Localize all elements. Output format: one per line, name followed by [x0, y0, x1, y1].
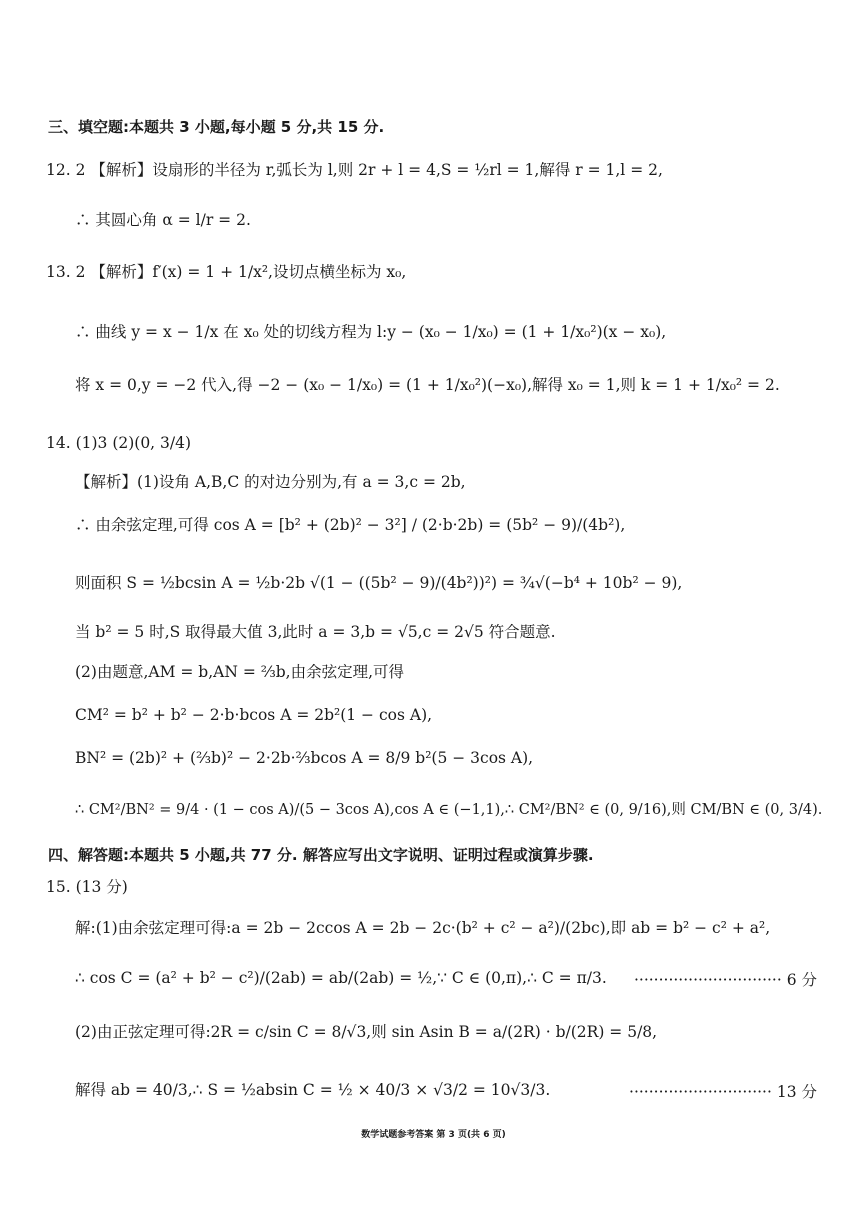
q14-line5: (2)由题意,AM = b,AN = ⅔b,由余弦定理,可得 — [75, 663, 405, 681]
q15-title: 15. (13 分) — [46, 878, 128, 896]
page-footer: 数学试题参考答案 第 3 页(共 6 页) — [361, 1130, 506, 1140]
q15-line4: 解得 ab = 40/3,∴ S = ½absin C = ½ × 40/3 × √3/2 = 10√3/3. — [75, 1081, 551, 1099]
q13-line2: ∴ 曲线 y = x − 1/x 在 x₀ 处的切线方程为 l:y − (x₀ − 1/x₀) = (1 + 1/x₀²)(x − x₀), — [75, 323, 667, 341]
section4-header: 四、解答题:本题共 5 小题,共 77 分. 解答应写出文字说明、证明过程或演算步骤. — [48, 846, 594, 864]
q12-line2: ∴ 其圆心角 α = l/r = 2. — [75, 211, 251, 229]
q14-answer: 14. (1)3 (2)(0, 3/4) — [46, 434, 192, 452]
section3-header: 三、填空题:本题共 3 小题,每小题 5 分,共 15 分. — [48, 118, 385, 136]
q14-line2: ∴ 由余弦定理,可得 cos A = [b² + (2b)² − 3²] / (2·b·2b) = (5b² − 9)/(4b²), — [75, 516, 626, 534]
q15-score-2: ····························· 13 分 — [629, 1083, 817, 1101]
q15-line3: (2)由正弦定理可得:2R = c/sin C = 8/√3,则 sin Asin B = a/(2R) · b/(2R) = 5/8, — [75, 1023, 658, 1041]
q14-line3: 则面积 S = ½bcsin A = ½b·2b √(1 − ((5b² − 9)/(4b²))²) = ¾√(−b⁴ + 10b² − 9), — [75, 574, 683, 592]
q14-line1: 【解析】(1)设角 A,B,C 的对边分别为,有 a = 3,c = 2b, — [75, 473, 466, 491]
q13-line1: 13. 2 【解析】f′(x) = 1 + 1/x²,设切点横坐标为 x₀, — [46, 263, 407, 281]
q14-line8: ∴ CM²/BN² = 9/4 · (1 − cos A)/(5 − 3cos A),cos A ∈ (−1,1),∴ CM²/BN² ∈ (0, 9/16),则 CM/BN ∈ (0, 3/4). — [75, 802, 823, 818]
q14-line7: BN² = (2b)² + (⅔b)² − 2·2b·⅔bcos A = 8/9 b²(5 − 3cos A), — [75, 749, 534, 767]
q14-line6: CM² = b² + b² − 2·b·bcos A = 2b²(1 − cos A), — [75, 706, 433, 724]
q14-line4: 当 b² = 5 时,S 取得最大值 3,此时 a = 3,b = √5,c = 2√5 符合题意. — [75, 623, 556, 641]
q13-line3: 将 x = 0,y = −2 代入,得 −2 − (x₀ − 1/x₀) = (1 + 1/x₀²)(−x₀),解得 x₀ = 1,则 k = 1 + 1/x₀² = 2. — [75, 376, 780, 394]
q12-line1: 12. 2 【解析】设扇形的半径为 r,弧长为 l,则 2r + l = 4,S = ½rl = 1,解得 r = 1,l = 2, — [46, 161, 663, 179]
q15-line2: ∴ cos C = (a² + b² − c²)/(2ab) = ab/(2ab) = ½,∵ C ∈ (0,π),∴ C = π/3. — [75, 969, 607, 987]
q15-score-1: ······························ 6 分 — [633, 971, 817, 989]
q15-line1: 解:(1)由余弦定理可得:a = 2b − 2ccos A = 2b − 2c·(b² + c² − a²)/(2bc),即 ab = b² − c² + a², — [75, 919, 771, 937]
